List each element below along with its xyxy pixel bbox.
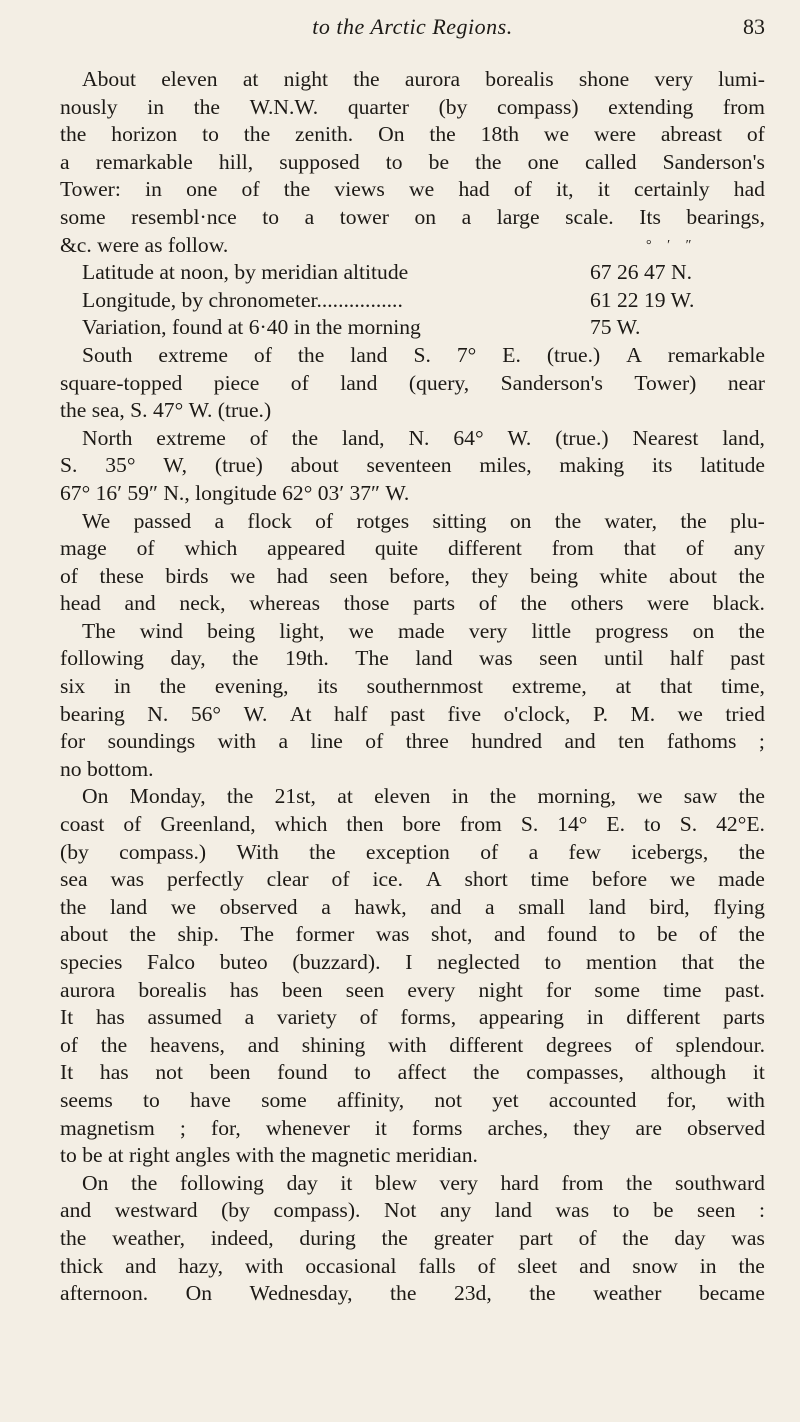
text-line: (by compass.) With the exception of a few icebergs, the: [60, 839, 765, 864]
paragraph-aurora: [60, 66, 765, 232]
bearing-row: [60, 259, 765, 287]
text-line: of the heavens, and shining with different degrees of splendour.: [60, 1032, 765, 1057]
text-line: for soundings with a line of three hundred and ten fathoms ;: [60, 729, 765, 754]
text-line: Tower: in one of the views we had of it, it certainly had: [60, 177, 765, 202]
text-line: About eleven at night the aurora borealis shone very lumi-: [82, 67, 765, 91]
text-line: S. 35° W, (true) about seventeen miles, making its latitude: [60, 453, 765, 478]
text-line: aurora borealis has been seen every night for some time past.: [60, 977, 765, 1002]
bearing-value: 61 22 19 W.: [590, 287, 695, 312]
text-line: thick and hazy, with occasional falls of sleet and snow in the: [60, 1253, 765, 1278]
bearing-label: Longitude, by chronometer................: [82, 287, 403, 312]
text-line: mage of which appeared quite different from that of any: [60, 536, 765, 561]
bearing-row: [60, 314, 765, 342]
bearing-label: Variation, found at 6·40 in the morning: [82, 315, 421, 340]
bearing-row: [60, 287, 765, 315]
text-line: no bottom.: [60, 756, 154, 781]
page-number: 83: [743, 14, 765, 39]
text-line: seems to have some affinity, not yet accounted for, with: [60, 1087, 765, 1112]
bearing-label: Latitude at noon, by meridian altitude: [82, 260, 409, 285]
page-header: [60, 14, 765, 44]
text-line: a remarkable hill, supposed to be the one called Sanderson's: [60, 149, 765, 174]
body-text: [60, 66, 765, 1308]
text-line: South extreme of the land S. 7° E. (true.) A remarkable: [82, 342, 765, 367]
text-line: the horizon to the zenith. On the 18th we were abreast of: [60, 122, 765, 147]
text-line: sea was perfectly clear of ice. A short time before we made: [60, 867, 765, 892]
text-line: the sea, S. 47° W. (true.): [60, 398, 272, 423]
text-line: afternoon. On Wednesday, the 23d, the weather became: [60, 1281, 765, 1306]
running-title: to the Arctic Regions.: [312, 14, 513, 39]
text-line: bearing N. 56° W. At half past five o'clock, P. M. we tried: [60, 701, 765, 726]
text-line: It has assumed a variety of forms, appearing in different parts: [60, 1005, 765, 1030]
text-line: following day, the 19th. The land was seen until half past: [60, 646, 765, 671]
text-line: the weather, indeed, during the greater part of the day was: [60, 1225, 765, 1250]
bearing-value: 75 W.: [590, 315, 641, 340]
text-line: six in the evening, its southernmost extreme, at that time,: [60, 674, 765, 699]
text-line: The wind being light, we made very little progress on the: [82, 618, 765, 643]
text-line: It has not been found to affect the compasses, although it: [60, 1060, 765, 1085]
text-line: magnetism ; for, whenever it forms arches, they are observed: [60, 1115, 765, 1140]
text-line: about the ship. The former was shot, and found to be of the: [60, 922, 765, 947]
text-line: We passed a flock of rotges sitting on the water, the plu-: [82, 508, 765, 533]
text-line: head and neck, whereas those parts of the others were black.: [60, 591, 765, 616]
text-line: North extreme of the land, N. 64° W. (true.) Nearest land,: [82, 425, 765, 450]
text-line: the land we observed a hawk, and a small land bird, flying: [60, 894, 765, 919]
bearings-table: [60, 259, 765, 342]
text-line: 67° 16′ 59″ N., longitude 62° 03′ 37″ W.: [60, 480, 410, 505]
text-line: coast of Greenland, which then bore from S. 14° E. to S. 42°E.: [60, 812, 765, 837]
paragraphs-continued: [60, 342, 765, 1308]
text-line: to be at right angles with the magnetic meridian.: [60, 1143, 478, 1168]
text-line: On Monday, the 21st, at eleven in the morning, we saw the: [82, 784, 765, 809]
bearings-intro: &c. were as follow.: [60, 232, 229, 257]
bearings-intro-line: [60, 232, 765, 260]
text-line: square-topped piece of land (query, Sanderson's Tower) near: [60, 370, 765, 395]
text-line: species Falco buteo (buzzard). I neglected to mention that the: [60, 950, 765, 974]
degree-marks-header: ° ′ ″: [646, 237, 698, 253]
text-line: nously in the W.N.W. quarter (by compass) extending from: [60, 94, 765, 119]
text-line: and westward (by compass). Not any land was to be seen :: [60, 1198, 765, 1223]
bearing-value: 67 26 47 N.: [590, 260, 692, 285]
text-line: of these birds we had seen before, they being white about the: [60, 563, 765, 588]
text-line: some resembl·nce to a tower on a large scale. Its bearings,: [60, 204, 765, 229]
text-line: On the following day it blew very hard from the southward: [82, 1170, 765, 1195]
